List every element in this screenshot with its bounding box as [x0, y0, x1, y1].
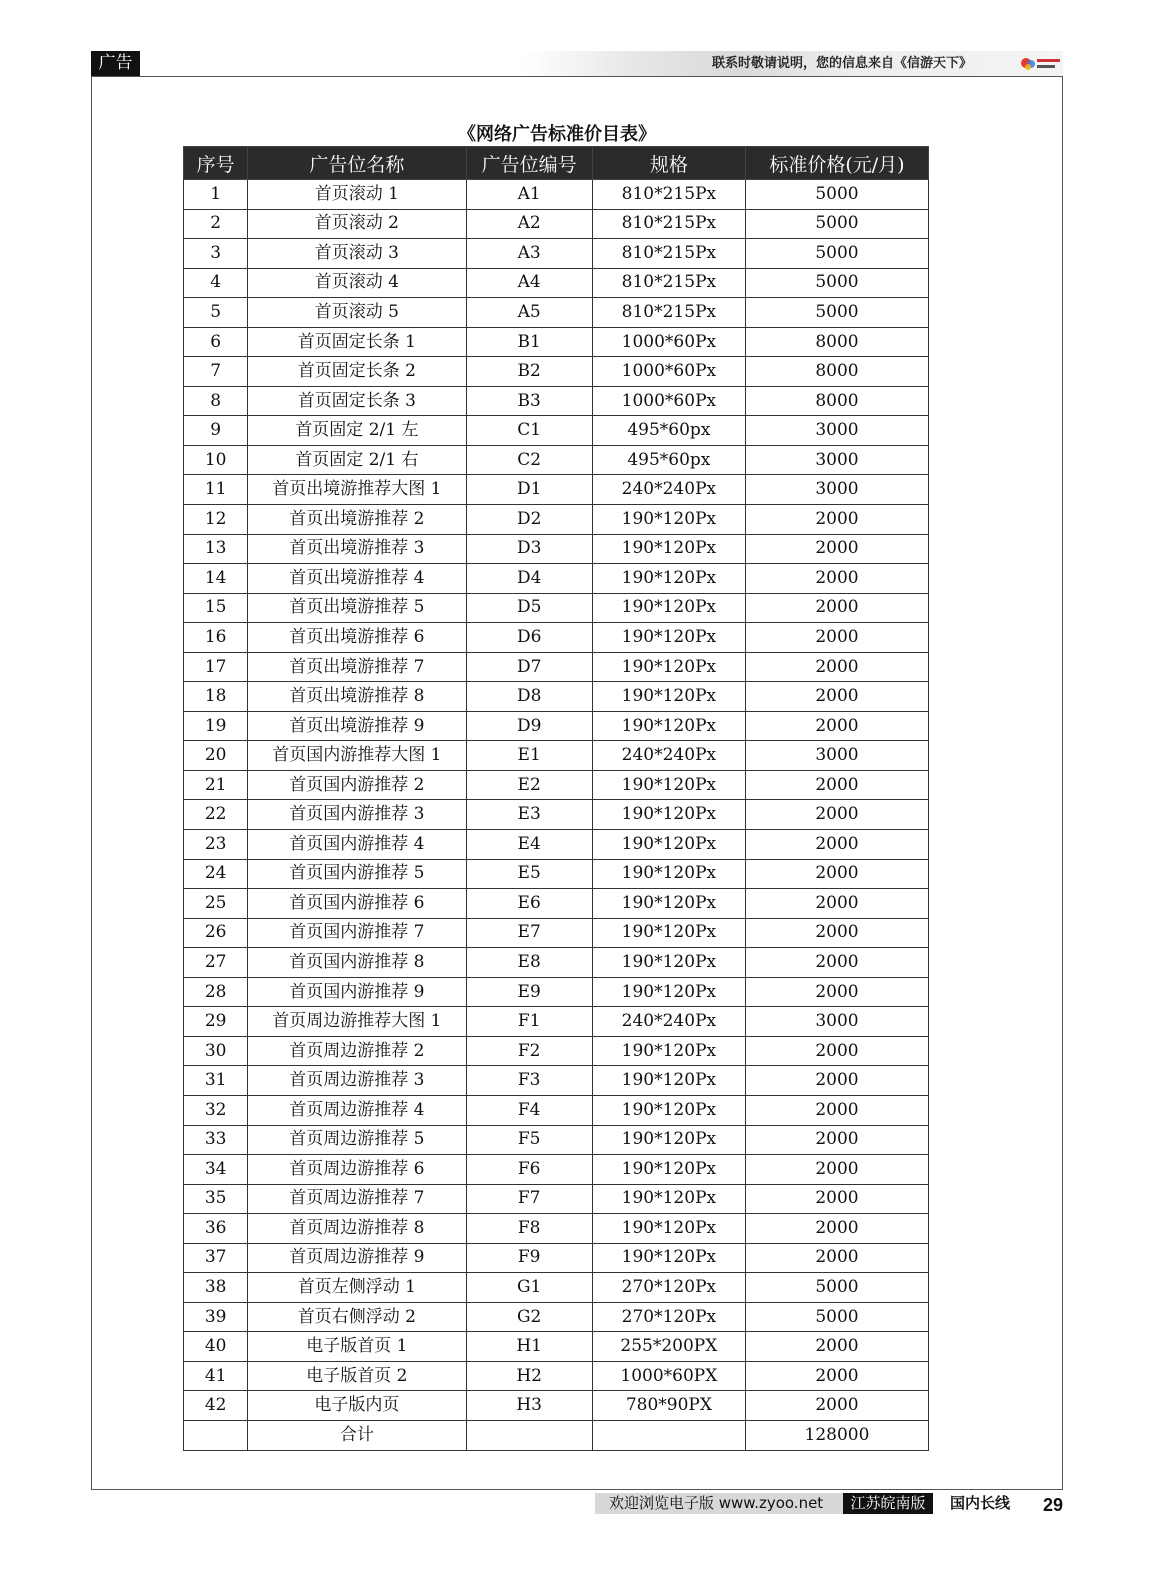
- ad-size: 190*120Px: [592, 1036, 745, 1066]
- ad-slot-name: 首页固定长条 3: [248, 386, 466, 416]
- ad-price: 2000: [745, 1243, 928, 1273]
- ad-slot-name: 首页滚动 5: [248, 298, 466, 328]
- row-index: 2: [184, 209, 248, 239]
- ad-price: 3000: [745, 475, 928, 505]
- row-index: 13: [184, 534, 248, 564]
- ad-price: 2000: [745, 1214, 928, 1244]
- ad-slot-code: D2: [466, 505, 592, 535]
- ad-price: 2000: [745, 800, 928, 830]
- ad-slot-name: 首页周边游推荐 2: [248, 1036, 466, 1066]
- table-row: [184, 1391, 929, 1421]
- table-row: [184, 1273, 929, 1303]
- table-row: [184, 800, 929, 830]
- ad-price: 2000: [745, 534, 928, 564]
- xinyou-logo-icon: [1020, 55, 1062, 72]
- ad-slot-name: 首页周边游推荐 5: [248, 1125, 466, 1155]
- ad-price: 2000: [745, 564, 928, 594]
- total-empty-cell: [184, 1420, 248, 1450]
- ad-price: 5000: [745, 1302, 928, 1332]
- ad-price: 2000: [745, 1361, 928, 1391]
- table-row: [184, 682, 929, 712]
- ad-size: 190*120Px: [592, 918, 745, 948]
- total-empty-cell: [592, 1420, 745, 1450]
- ad-price: 2000: [745, 1332, 928, 1362]
- ad-price: 8000: [745, 386, 928, 416]
- table-row: [184, 1066, 929, 1096]
- ad-slot-name: 首页出境游推荐 6: [248, 623, 466, 653]
- ad-price: 2000: [745, 1155, 928, 1185]
- table-row: [184, 505, 929, 535]
- ad-slot-name: 首页国内游推荐 6: [248, 889, 466, 919]
- ad-slot-name: 首页出境游推荐大图 1: [248, 475, 466, 505]
- column-header: 规格: [592, 147, 745, 180]
- ad-slot-name: 首页左侧浮动 1: [248, 1273, 466, 1303]
- table-row: [184, 859, 929, 889]
- ad-size: 190*120Px: [592, 948, 745, 978]
- row-index: 21: [184, 770, 248, 800]
- ad-price: 8000: [745, 327, 928, 357]
- table-row: [184, 1007, 929, 1037]
- row-index: 16: [184, 623, 248, 653]
- row-index: 5: [184, 298, 248, 328]
- table-row: [184, 298, 929, 328]
- table-row: [184, 1361, 929, 1391]
- ad-slot-name: 首页滚动 2: [248, 209, 466, 239]
- footer-column-name: 国内长线: [950, 1494, 1011, 1512]
- row-index: 33: [184, 1125, 248, 1155]
- ad-slot-code: A3: [466, 239, 592, 269]
- table-row: [184, 1184, 929, 1214]
- ad-slot-code: E4: [466, 830, 592, 860]
- table-row: [184, 652, 929, 682]
- table-row: [184, 1155, 929, 1185]
- ad-slot-code: A2: [466, 209, 592, 239]
- ad-slot-code: D3: [466, 534, 592, 564]
- ad-price: 2000: [745, 682, 928, 712]
- ad-slot-name: 首页国内游推荐 2: [248, 770, 466, 800]
- column-header: 广告位编号: [466, 147, 592, 180]
- ad-slot-name: 首页国内游推荐大图 1: [248, 741, 466, 771]
- row-index: 35: [184, 1184, 248, 1214]
- column-header: 标准价格(元/月): [745, 147, 928, 180]
- ad-slot-code: F7: [466, 1184, 592, 1214]
- ad-size: 190*120Px: [592, 859, 745, 889]
- ad-size: 1000*60Px: [592, 357, 745, 387]
- row-index: 17: [184, 652, 248, 682]
- ad-slot-name: 首页国内游推荐 7: [248, 918, 466, 948]
- ad-slot-code: G2: [466, 1302, 592, 1332]
- row-index: 1: [184, 180, 248, 210]
- ad-size: 255*200PX: [592, 1332, 745, 1362]
- ad-price: 2000: [745, 1391, 928, 1421]
- ad-price: 2000: [745, 652, 928, 682]
- ad-slot-code: E5: [466, 859, 592, 889]
- table-row: [184, 239, 929, 269]
- ad-price: 2000: [745, 918, 928, 948]
- row-index: 32: [184, 1095, 248, 1125]
- row-index: 19: [184, 711, 248, 741]
- table-row: [184, 918, 929, 948]
- ad-slot-name: 首页固定 2/1 右: [248, 445, 466, 475]
- row-index: 20: [184, 741, 248, 771]
- ad-size: 240*240Px: [592, 741, 745, 771]
- ad-slot-name: 首页出境游推荐 9: [248, 711, 466, 741]
- ad-price: 5000: [745, 239, 928, 269]
- ad-slot-name: 首页出境游推荐 8: [248, 682, 466, 712]
- ad-slot-name: 首页周边游推荐 4: [248, 1095, 466, 1125]
- ad-size: 190*120Px: [592, 593, 745, 623]
- ad-size: 190*120Px: [592, 711, 745, 741]
- ad-price: 2000: [745, 593, 928, 623]
- ad-price: 5000: [745, 209, 928, 239]
- ad-size: 190*120Px: [592, 889, 745, 919]
- ad-price: 2000: [745, 948, 928, 978]
- ad-price: 3000: [745, 741, 928, 771]
- ad-size: 190*120Px: [592, 1095, 745, 1125]
- ad-slot-name: 首页出境游推荐 7: [248, 652, 466, 682]
- row-index: 27: [184, 948, 248, 978]
- ad-price: 2000: [745, 711, 928, 741]
- ad-slot-name: 电子版首页 2: [248, 1361, 466, 1391]
- table-row: [184, 770, 929, 800]
- ad-slot-name: 首页周边游推荐 6: [248, 1155, 466, 1185]
- ad-price: 2000: [745, 1095, 928, 1125]
- ad-price: 3000: [745, 416, 928, 446]
- ad-size: 190*120Px: [592, 830, 745, 860]
- ad-size: 190*120Px: [592, 1214, 745, 1244]
- table-row: [184, 445, 929, 475]
- table-row: [184, 977, 929, 1007]
- row-index: 39: [184, 1302, 248, 1332]
- section-tag: 广告: [91, 51, 140, 76]
- ad-slot-code: H3: [466, 1391, 592, 1421]
- ad-size: 190*120Px: [592, 564, 745, 594]
- row-index: 30: [184, 1036, 248, 1066]
- table-row: [184, 1214, 929, 1244]
- table-row: [184, 889, 929, 919]
- row-index: 18: [184, 682, 248, 712]
- ad-size: 780*90PX: [592, 1391, 745, 1421]
- row-index: 11: [184, 475, 248, 505]
- ad-size: 190*120Px: [592, 505, 745, 535]
- ad-slot-code: D5: [466, 593, 592, 623]
- ad-size: 190*120Px: [592, 1125, 745, 1155]
- ad-slot-code: E1: [466, 741, 592, 771]
- ad-price: 2000: [745, 977, 928, 1007]
- page-number: 29: [1043, 1495, 1064, 1515]
- row-index: 38: [184, 1273, 248, 1303]
- ad-slot-name: 首页国内游推荐 8: [248, 948, 466, 978]
- ad-size: 190*120Px: [592, 770, 745, 800]
- ad-size: 810*215Px: [592, 298, 745, 328]
- ad-slot-name: 首页国内游推荐 9: [248, 977, 466, 1007]
- ad-slot-code: F2: [466, 1036, 592, 1066]
- ad-size: 240*240Px: [592, 1007, 745, 1037]
- table-row: [184, 1302, 929, 1332]
- total-row: [184, 1420, 929, 1450]
- table-row: [184, 327, 929, 357]
- ad-slot-name: 首页国内游推荐 4: [248, 830, 466, 860]
- row-index: 29: [184, 1007, 248, 1037]
- row-index: 23: [184, 830, 248, 860]
- row-index: 14: [184, 564, 248, 594]
- ad-size: 1000*60Px: [592, 386, 745, 416]
- ad-slot-code: D8: [466, 682, 592, 712]
- ad-slot-name: 首页周边游推荐 7: [248, 1184, 466, 1214]
- ad-price: 2000: [745, 889, 928, 919]
- table-header-row: [184, 147, 929, 180]
- ad-price: 5000: [745, 1273, 928, 1303]
- ad-size: 190*120Px: [592, 623, 745, 653]
- row-index: 25: [184, 889, 248, 919]
- header-notice: 联系时敬请说明，您的信息来自《信游天下》: [712, 56, 973, 71]
- ad-slot-code: A1: [466, 180, 592, 210]
- ad-size: 190*120Px: [592, 682, 745, 712]
- ad-size: 810*215Px: [592, 180, 745, 210]
- ad-price: 5000: [745, 268, 928, 298]
- ad-slot-code: D4: [466, 564, 592, 594]
- table-row: [184, 1036, 929, 1066]
- ad-slot-name: 首页右侧浮动 2: [248, 1302, 466, 1332]
- ad-slot-code: F4: [466, 1095, 592, 1125]
- ad-size: 190*120Px: [592, 1243, 745, 1273]
- row-index: 15: [184, 593, 248, 623]
- ad-size: 495*60px: [592, 416, 745, 446]
- ad-slot-code: C1: [466, 416, 592, 446]
- ad-price: 2000: [745, 1036, 928, 1066]
- row-index: 41: [184, 1361, 248, 1391]
- ad-size: 810*215Px: [592, 209, 745, 239]
- ad-slot-name: 电子版首页 1: [248, 1332, 466, 1362]
- table-row: [184, 1095, 929, 1125]
- footer-browse-text: 欢迎浏览电子版 www.zyoo.net: [595, 1493, 843, 1514]
- ad-price: 5000: [745, 180, 928, 210]
- table-row: [184, 416, 929, 446]
- row-index: 10: [184, 445, 248, 475]
- rate-table: [183, 146, 929, 1451]
- table-row: [184, 386, 929, 416]
- row-index: 42: [184, 1391, 248, 1421]
- ad-slot-code: E3: [466, 800, 592, 830]
- row-index: 34: [184, 1155, 248, 1185]
- table-row: [184, 564, 929, 594]
- ad-price: 2000: [745, 1184, 928, 1214]
- ad-size: 810*215Px: [592, 239, 745, 269]
- ad-slot-code: H1: [466, 1332, 592, 1362]
- table-title: 《网络广告标准价目表》: [458, 124, 656, 145]
- row-index: 12: [184, 505, 248, 535]
- ad-price: 2000: [745, 770, 928, 800]
- table-row: [184, 534, 929, 564]
- total-value: 128000: [745, 1420, 928, 1450]
- table-row: [184, 209, 929, 239]
- row-index: 31: [184, 1066, 248, 1096]
- table-row: [184, 741, 929, 771]
- ad-slot-code: D1: [466, 475, 592, 505]
- table-row: [184, 948, 929, 978]
- ad-slot-name: 首页出境游推荐 3: [248, 534, 466, 564]
- ad-slot-code: D6: [466, 623, 592, 653]
- row-index: 4: [184, 268, 248, 298]
- ad-slot-code: F5: [466, 1125, 592, 1155]
- ad-slot-name: 首页周边游推荐 3: [248, 1066, 466, 1096]
- row-index: 3: [184, 239, 248, 269]
- ad-size: 190*120Px: [592, 652, 745, 682]
- ad-slot-code: D7: [466, 652, 592, 682]
- ad-slot-code: B3: [466, 386, 592, 416]
- ad-size: 1000*60Px: [592, 327, 745, 357]
- ad-slot-code: E8: [466, 948, 592, 978]
- ad-size: 810*215Px: [592, 268, 745, 298]
- ad-slot-name: 首页出境游推荐 4: [248, 564, 466, 594]
- ad-slot-name: 首页固定 2/1 左: [248, 416, 466, 446]
- ad-slot-code: F9: [466, 1243, 592, 1273]
- ad-price: 2000: [745, 1125, 928, 1155]
- ad-slot-name: 首页滚动 3: [248, 239, 466, 269]
- ad-slot-code: F8: [466, 1214, 592, 1244]
- ad-slot-name: 首页国内游推荐 5: [248, 859, 466, 889]
- row-index: 9: [184, 416, 248, 446]
- ad-size: 190*120Px: [592, 1155, 745, 1185]
- ad-slot-name: 电子版内页: [248, 1391, 466, 1421]
- ad-slot-name: 首页出境游推荐 2: [248, 505, 466, 535]
- ad-slot-code: F6: [466, 1155, 592, 1185]
- table-row: [184, 830, 929, 860]
- row-index: 6: [184, 327, 248, 357]
- ad-price: 8000: [745, 357, 928, 387]
- ad-price: 5000: [745, 298, 928, 328]
- ad-slot-code: A4: [466, 268, 592, 298]
- table-row: [184, 1332, 929, 1362]
- row-index: 26: [184, 918, 248, 948]
- table-row: [184, 1243, 929, 1273]
- ad-slot-code: G1: [466, 1273, 592, 1303]
- table-row: [184, 711, 929, 741]
- total-empty-cell: [466, 1420, 592, 1450]
- ad-size: 190*120Px: [592, 1066, 745, 1096]
- ad-slot-code: E7: [466, 918, 592, 948]
- column-header: 广告位名称: [248, 147, 466, 180]
- row-index: 36: [184, 1214, 248, 1244]
- row-index: 40: [184, 1332, 248, 1362]
- ad-slot-name: 首页固定长条 2: [248, 357, 466, 387]
- table-row: [184, 180, 929, 210]
- ad-price: 3000: [745, 1007, 928, 1037]
- ad-size: 190*120Px: [592, 534, 745, 564]
- ad-slot-code: B1: [466, 327, 592, 357]
- column-header: 序号: [184, 147, 248, 180]
- ad-size: 1000*60PX: [592, 1361, 745, 1391]
- ad-slot-code: F3: [466, 1066, 592, 1096]
- row-index: 28: [184, 977, 248, 1007]
- ad-slot-code: E6: [466, 889, 592, 919]
- ad-price: 2000: [745, 623, 928, 653]
- ad-size: 190*120Px: [592, 800, 745, 830]
- ad-slot-code: E2: [466, 770, 592, 800]
- table-row: [184, 623, 929, 653]
- ad-size: 190*120Px: [592, 1184, 745, 1214]
- ad-slot-name: 首页滚动 1: [248, 180, 466, 210]
- ad-price: 3000: [745, 445, 928, 475]
- ad-slot-name: 首页国内游推荐 3: [248, 800, 466, 830]
- table-row: [184, 593, 929, 623]
- ad-price: 2000: [745, 505, 928, 535]
- table-row: [184, 1125, 929, 1155]
- table-row: [184, 475, 929, 505]
- ad-size: 270*120Px: [592, 1273, 745, 1303]
- ad-slot-code: E9: [466, 977, 592, 1007]
- ad-size: 495*60px: [592, 445, 745, 475]
- ad-slot-code: D9: [466, 711, 592, 741]
- table-row: [184, 268, 929, 298]
- ad-slot-code: B2: [466, 357, 592, 387]
- row-index: 8: [184, 386, 248, 416]
- ad-price: 2000: [745, 859, 928, 889]
- row-index: 24: [184, 859, 248, 889]
- ad-size: 240*240Px: [592, 475, 745, 505]
- ad-size: 190*120Px: [592, 977, 745, 1007]
- ad-size: 270*120Px: [592, 1302, 745, 1332]
- ad-slot-name: 首页固定长条 1: [248, 327, 466, 357]
- table-body: [184, 180, 929, 1421]
- total-label: 合计: [248, 1420, 466, 1450]
- ad-slot-code: H2: [466, 1361, 592, 1391]
- ad-price: 2000: [745, 830, 928, 860]
- table-row: [184, 357, 929, 387]
- ad-slot-code: F1: [466, 1007, 592, 1037]
- footer-edition: 江苏皖南版: [843, 1493, 933, 1514]
- row-index: 22: [184, 800, 248, 830]
- ad-slot-name: 首页周边游推荐 9: [248, 1243, 466, 1273]
- ad-price: 2000: [745, 1066, 928, 1096]
- ad-slot-code: A5: [466, 298, 592, 328]
- ad-slot-name: 首页周边游推荐大图 1: [248, 1007, 466, 1037]
- ad-slot-code: C2: [466, 445, 592, 475]
- row-index: 7: [184, 357, 248, 387]
- ad-slot-name: 首页周边游推荐 8: [248, 1214, 466, 1244]
- row-index: 37: [184, 1243, 248, 1273]
- ad-slot-name: 首页滚动 4: [248, 268, 466, 298]
- ad-slot-name: 首页出境游推荐 5: [248, 593, 466, 623]
